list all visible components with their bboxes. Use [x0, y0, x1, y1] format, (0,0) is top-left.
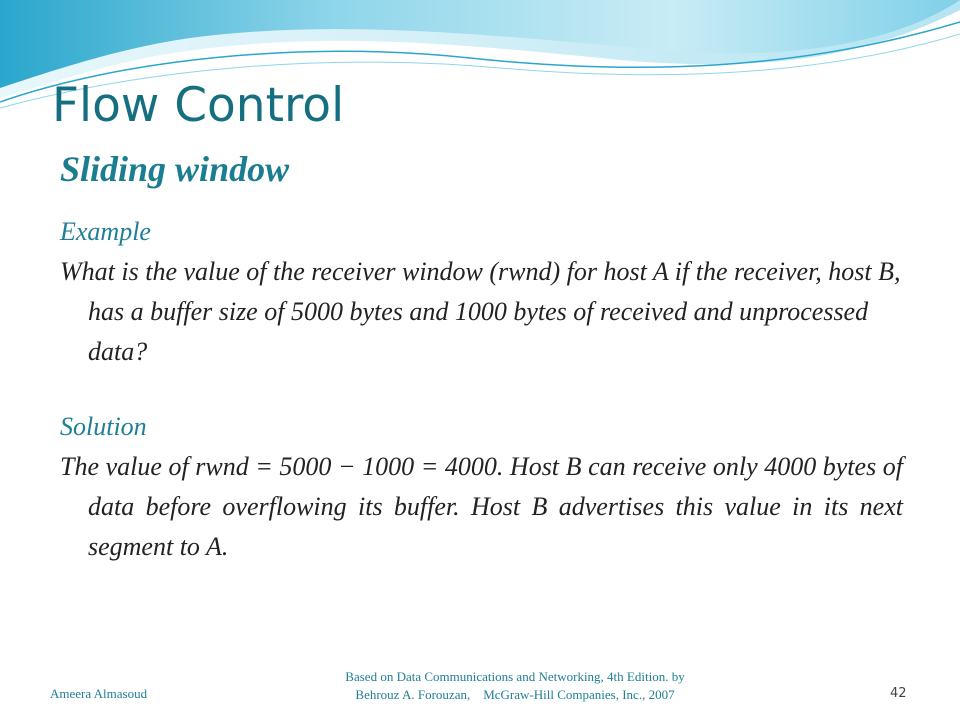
solution-heading: Solution: [60, 412, 147, 441]
footer-source: [280, 668, 750, 704]
footer-source-line-2: Behrouz A. Forouzan, McGraw-Hill Companies, Inc., 2007: [355, 687, 675, 702]
example-heading: Example: [60, 217, 151, 246]
slide-subtitle: Sliding window: [60, 149, 290, 189]
page-number: 42: [890, 686, 907, 701]
footer-author: Ameera Almasoud: [50, 686, 148, 701]
slide-title: Flow Control: [52, 78, 345, 133]
solution-text: The value of rwnd = 5000 − 1000 = 4000. Host B can receive only 4000 bytes of data before overflowing its buffer. Host B advertises this value in its next segment to A.: [60, 452, 903, 561]
slide-body: [60, 212, 903, 567]
footer-source-line-1: Based on Data Communications and Networking, 4th Edition. by: [345, 669, 685, 684]
example-question: What is the value of the receiver window (rwnd) for host A if the receiver, host B, has a buffer size of 5000 bytes and 1000 bytes of received and unprocessed data?: [60, 257, 901, 366]
spacer: [60, 372, 903, 407]
